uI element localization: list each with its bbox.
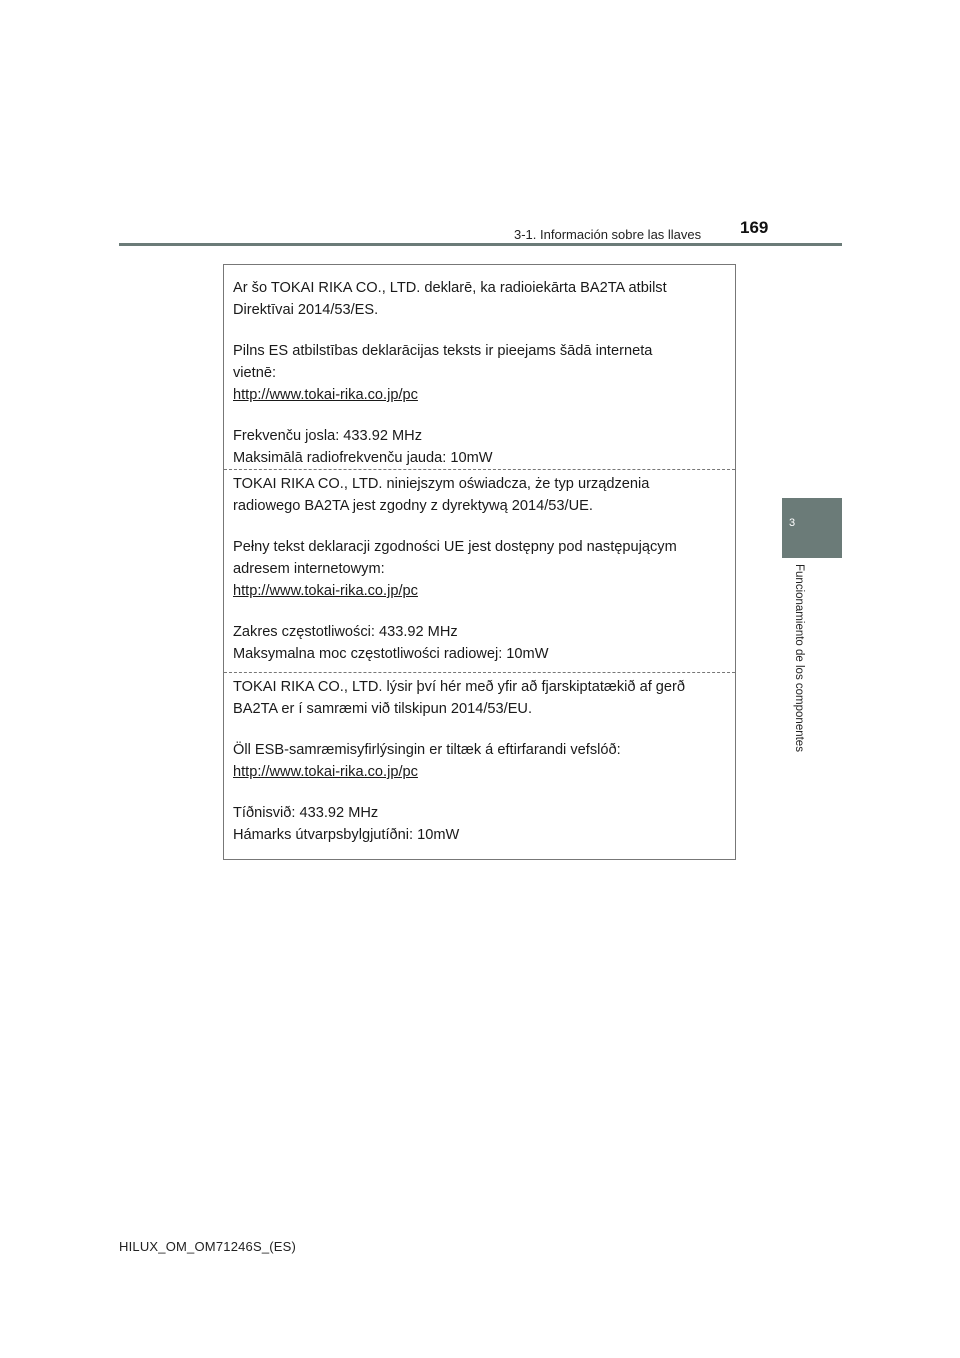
declaration-text-line: vietnē: [233, 365, 276, 381]
declaration-intro-line: Direktīvai 2014/53/ES. [233, 302, 379, 318]
max-power: Maksimālā radiofrekvenču jauda: 10mW [233, 450, 493, 466]
chapter-tab[interactable] [782, 498, 842, 558]
section-title: 3-1. Información sobre las llaves [514, 227, 702, 242]
declaration-url-link[interactable]: http://www.tokai-rika.co.jp/pc [233, 387, 418, 403]
chapter-number: 3 [789, 517, 796, 529]
declaration-intro-line: TOKAI RIKA CO., LTD. lýsir því hér með yfir að fjarskiptatækið af gerð [233, 679, 686, 695]
declaration-url-link[interactable]: http://www.tokai-rika.co.jp/pc [233, 583, 418, 599]
max-power: Maksymalna moc częstotliwości radiowej: 10mW [233, 646, 549, 662]
header-divider [119, 243, 842, 246]
page-number: 169 [740, 218, 769, 237]
declaration-polish [224, 469, 735, 672]
declaration-latvian [224, 265, 735, 469]
declaration-intro-line: Ar šo TOKAI RIKA CO., LTD. deklarē, ka radioiekārta BA2TA atbilst [233, 280, 667, 296]
frequency-band: Tíðnisvið: 433.92 MHz [233, 805, 379, 821]
declaration-intro-line: radiowego BA2TA jest zgodny z dyrektywą 2014/53/UE. [233, 498, 593, 514]
declaration-text-line: adresem internetowym: [233, 561, 385, 577]
declaration-text-line: Öll ESB-samræmisyfirlýsingin er tiltæk á eftirfarandi vefslóð: [233, 742, 621, 758]
declaration-icelandic [224, 672, 735, 859]
frequency-band: Zakres częstotliwości: 433.92 MHz [233, 624, 458, 640]
frequency-band: Frekvenču josla: 433.92 MHz [233, 428, 422, 444]
declaration-intro-line: TOKAI RIKA CO., LTD. niniejszym oświadcza, że typ urządzenia [233, 476, 650, 492]
declaration-url-link[interactable]: http://www.tokai-rika.co.jp/pc [233, 764, 418, 780]
declaration-intro-line: BA2TA er í samræmi við tilskipun 2014/53/EU. [233, 701, 533, 717]
max-power: Hámarks útvarpsbylgjutíðni: 10mW [233, 827, 460, 843]
declaration-text-line: Pełny tekst deklaracji zgodności UE jest dostępny pod następującym [233, 539, 677, 555]
chapter-label-text: Funcionamiento de los componentes [793, 564, 805, 752]
document-code: HILUX_OM_OM71246S_(ES) [119, 1239, 297, 1254]
declaration-text-line: Pilns ES atbilstības deklarācijas teksts ir pieejams šādā interneta [233, 343, 653, 359]
chapter-label [793, 564, 805, 784]
declaration-box [223, 264, 736, 860]
